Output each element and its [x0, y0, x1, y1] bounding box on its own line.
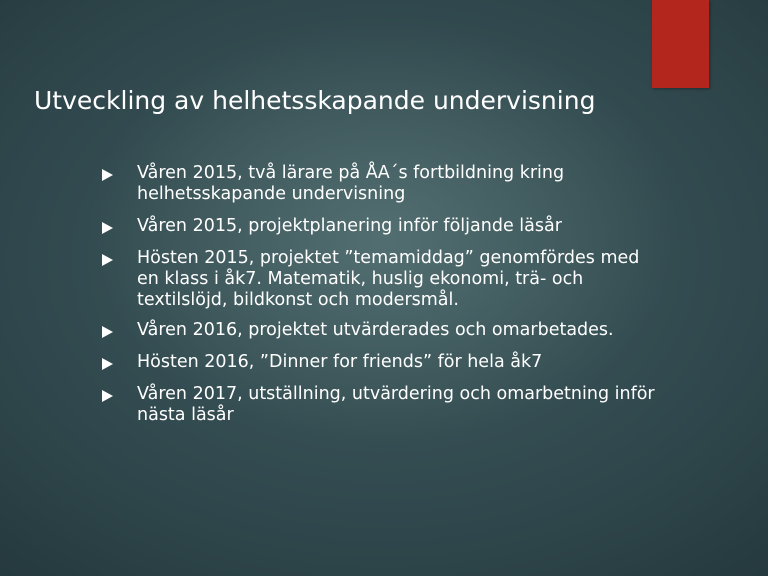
bullet-text: Hösten 2016, ”Dinner for friends” för hela åk7 — [137, 352, 543, 372]
bullet-text: Våren 2015, projektplanering inför följande läsår — [137, 216, 562, 236]
bullet-text: Hösten 2015, projektet ”temamiddag” genomfördes med en klass i åk7. Matematik, huslig ekonomi, trä- och textilslöjd, bildkonst och modersmål. — [137, 248, 640, 310]
triangle-right-icon — [102, 390, 113, 402]
triangle-right-icon — [102, 222, 113, 234]
triangle-right-icon — [102, 358, 113, 370]
triangle-right-icon — [102, 169, 113, 181]
bullet-text: Våren 2015, två lärare på ÅA´s fortbildning kring helhetsskapande undervisning — [137, 163, 565, 204]
list-item — [102, 352, 662, 373]
slide-title: Utveckling av helhetsskapande undervisning — [34, 86, 596, 115]
list-item — [102, 320, 662, 341]
list-item — [102, 216, 662, 237]
bullet-text: Våren 2017, utställning, utvärdering och omarbetning inför nästa läsår — [137, 384, 655, 425]
triangle-right-icon — [102, 326, 113, 338]
list-item — [102, 163, 662, 205]
triangle-right-icon — [102, 254, 113, 266]
bullet-list — [102, 163, 662, 437]
bullet-text: Våren 2016, projektet utvärderades och omarbetades. — [137, 320, 614, 340]
red-accent-bar — [652, 0, 709, 88]
list-item — [102, 248, 662, 311]
list-item — [102, 384, 662, 426]
